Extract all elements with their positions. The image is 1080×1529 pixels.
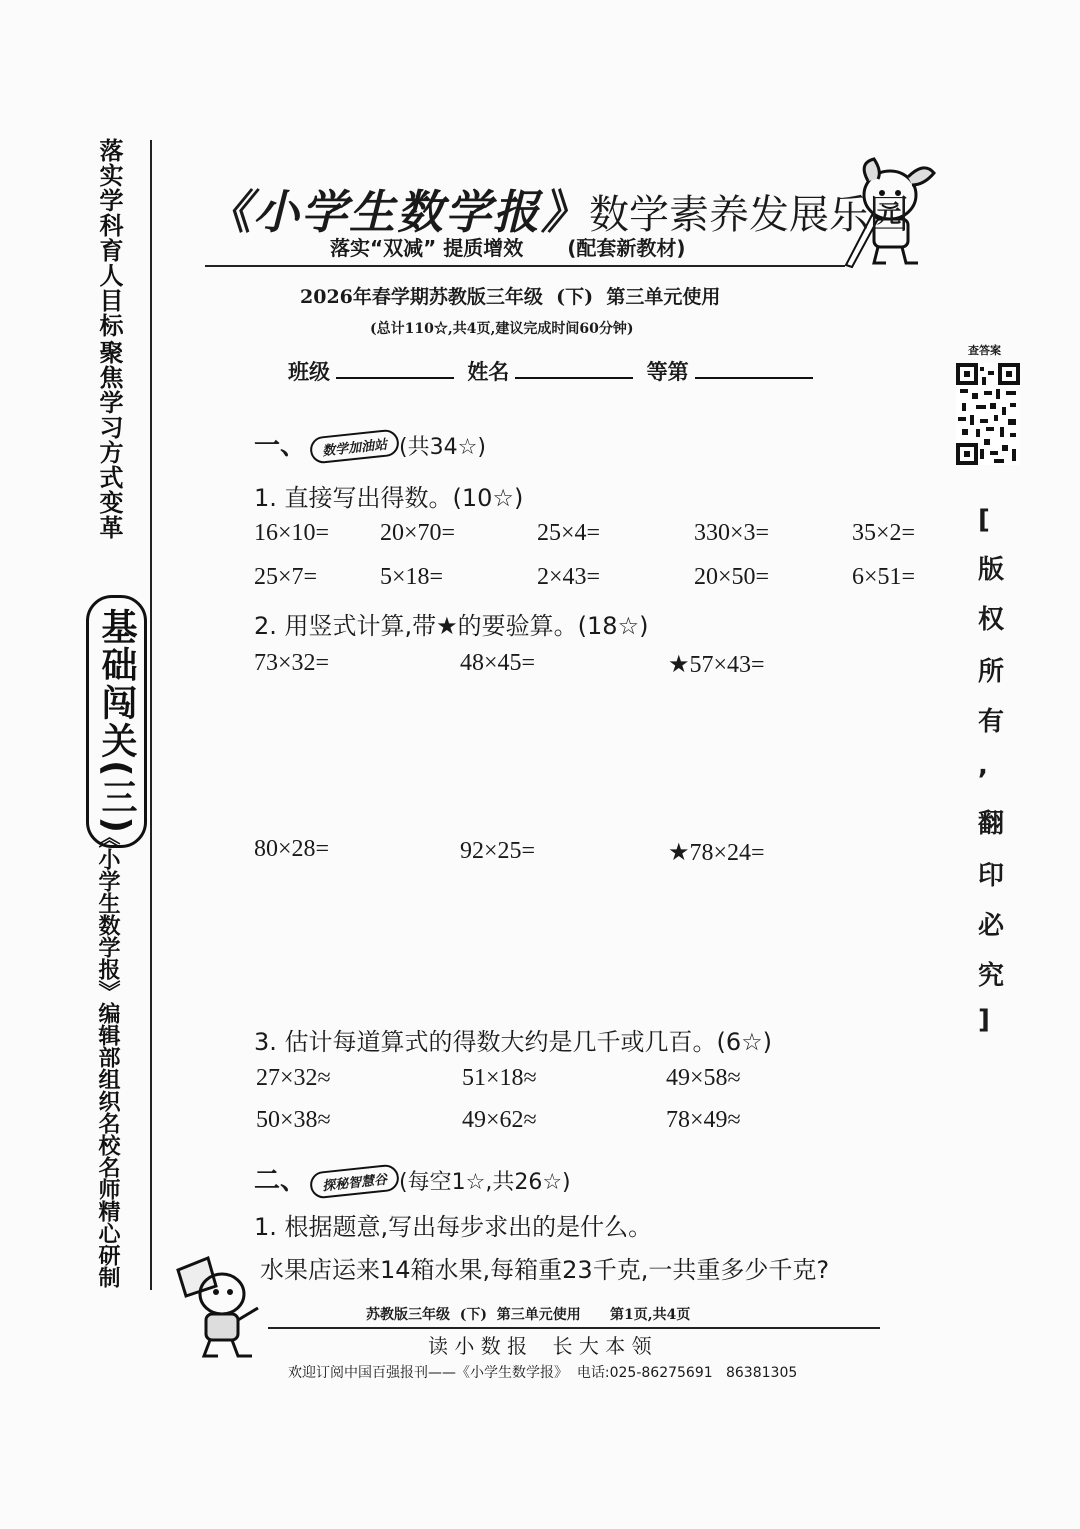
q1-expr: 5×18= <box>380 564 444 590</box>
side-slogan-2: 聚焦学习方式变革 <box>95 340 123 540</box>
q3-expr: 49×62≈ <box>462 1107 537 1133</box>
q1-expr: 20×50= <box>694 564 770 590</box>
section-2-header <box>254 1160 571 1197</box>
footer-rule <box>268 1327 880 1329</box>
q3-expr: 51×18≈ <box>462 1065 537 1091</box>
copyright-char: ] <box>978 1005 990 1035</box>
qr-label: 查答案 <box>968 344 1001 357</box>
q2-expr: ★78×24= <box>668 840 765 866</box>
header-rule <box>205 265 845 267</box>
q3-expr: 49×58≈ <box>666 1065 741 1091</box>
copyright-char: 翻 <box>978 809 1005 839</box>
mascot-reading-icon <box>168 1250 268 1360</box>
q2-expr: 73×32= <box>254 650 330 676</box>
q1-expr: 35×2= <box>852 520 916 546</box>
copyright-char: 有 <box>978 707 1005 737</box>
class-field[interactable] <box>336 357 454 379</box>
q2-expr: 80×28= <box>254 836 330 862</box>
s2-q1-text: 水果店运来14箱水果,每箱重23千克,一共重多少千克? <box>260 1256 830 1284</box>
q2-title: 2. 用竖式计算,带★的要验算。(18☆) <box>254 612 649 640</box>
section-1-header <box>254 425 486 462</box>
side-vertical-rule <box>150 140 152 1290</box>
q3-expr: 27×32≈ <box>256 1065 331 1091</box>
q1-expr: 20×70= <box>380 520 456 546</box>
footer-subscribe: 欢迎订阅中国百强报刊——《小学生数学报》 电话:025-86275691 86381305 <box>288 1365 798 1381</box>
copyright-char: , <box>978 751 988 781</box>
section-1-number: 一、 <box>254 431 307 461</box>
q2-expr: 48×45= <box>460 650 536 676</box>
side-slogan-1: 落实学科育人目标 <box>95 138 123 338</box>
q1-expr: 16×10= <box>254 520 330 546</box>
grade-field[interactable] <box>695 357 813 379</box>
section-1-points: (共34☆) <box>399 435 486 460</box>
copyright-char: 权 <box>978 605 1005 635</box>
s2-q1-title: 1. 根据题意,写出每步求出的是什么。 <box>254 1213 653 1241</box>
copyright-char: 印 <box>978 861 1005 891</box>
q1-expr: 2×43= <box>537 564 601 590</box>
q1-expr: 25×4= <box>537 520 601 546</box>
section-2-badge: 探秘智慧谷 <box>309 1163 400 1199</box>
side-credit: 《小学生数学报》编辑部组织名校名师精心研制 <box>95 826 120 1288</box>
copyright-char: [ <box>978 505 990 535</box>
q3-expr: 78×49≈ <box>666 1107 741 1133</box>
section-2-points: (每空1☆,共26☆) <box>399 1170 571 1195</box>
copyright-char: 版 <box>978 555 1005 585</box>
footer-motto: 读 小 数 报 长 大 本 领 <box>428 1334 652 1358</box>
semester-line: 2026年春学期苏教版三年级 (下) 第三单元使用 <box>300 286 721 308</box>
q1-expr: 330×3= <box>694 520 770 546</box>
side-checkpoint: 基础闯关(三) <box>86 595 147 848</box>
q3-title: 3. 估计每道算式的得数大约是几千或几百。(6☆) <box>254 1028 773 1056</box>
section-1-badge: 数学加油站 <box>309 428 400 464</box>
grade-label: 等第 <box>646 360 689 384</box>
subtitle <box>330 232 685 261</box>
subtitle-motto: 落实“双减” 提质增效 <box>330 236 524 260</box>
title-rest: 数学素养发展乐园 <box>589 192 909 238</box>
copyright-char: 所 <box>978 657 1005 687</box>
q3-expr: 50×38≈ <box>256 1107 331 1133</box>
copyright-char: 必 <box>978 911 1005 941</box>
copyright-char: 究 <box>978 961 1005 991</box>
section-2-number: 二、 <box>254 1166 307 1196</box>
meta-line: (总计110☆,共4页,建议完成时间60分钟) <box>370 321 634 337</box>
qr-code-icon[interactable] <box>956 363 1020 465</box>
name-label: 姓名 <box>467 360 510 384</box>
q2-expr: 92×25= <box>460 838 536 864</box>
class-label: 班级 <box>288 360 330 384</box>
title-calligraphy: 《小学生数学报》 <box>205 185 589 239</box>
form-line <box>288 356 819 386</box>
q1-expr: 25×7= <box>254 564 318 590</box>
subtitle-edition: (配套新教材) <box>567 236 686 260</box>
footer-page-info: 苏教版三年级 (下) 第三单元使用 第1页,共4页 <box>366 1307 691 1323</box>
q2-expr: ★57×43= <box>668 652 765 678</box>
q1-title: 1. 直接写出得数。(10☆) <box>254 484 524 512</box>
name-field[interactable] <box>515 357 633 379</box>
q1-expr: 6×51= <box>852 564 916 590</box>
